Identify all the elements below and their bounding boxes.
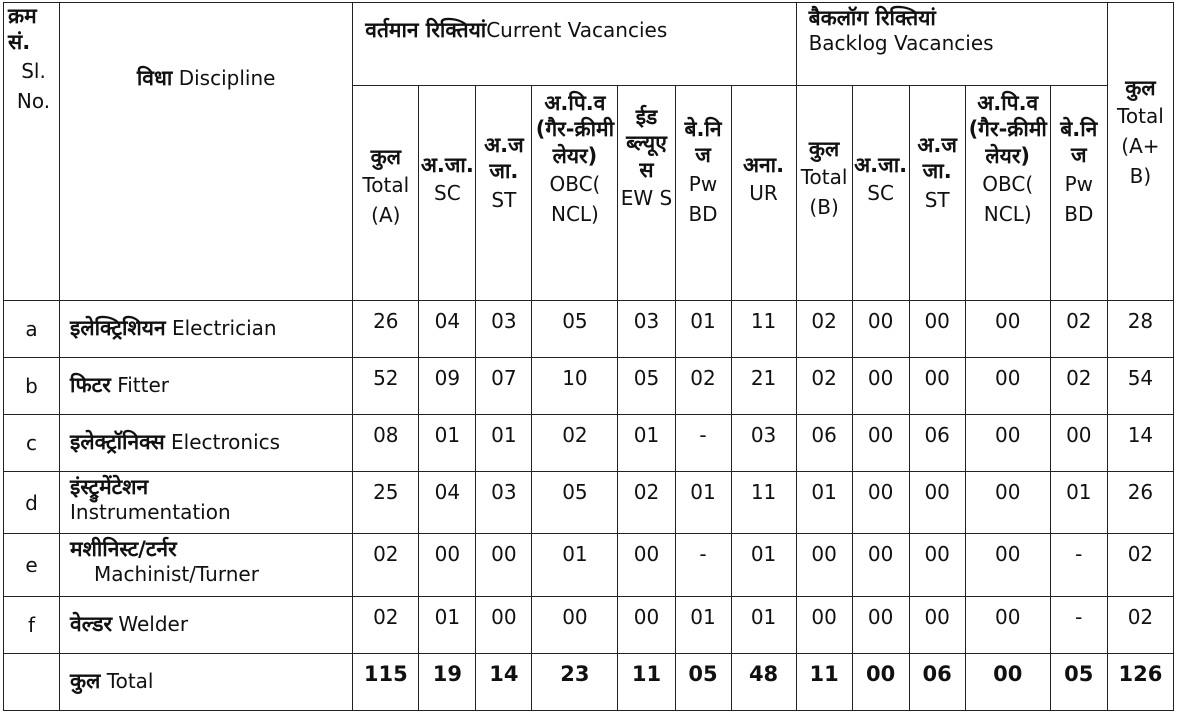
value-cell: 00: [419, 534, 476, 597]
value-cell: 01: [731, 597, 796, 654]
value-cell: 02: [1107, 534, 1173, 597]
value-cell: 01: [532, 534, 618, 597]
value-cell: 02: [353, 534, 419, 597]
table-row: [4, 301, 1174, 358]
value-cell: 03: [618, 301, 675, 358]
sl-no-cell: f: [4, 597, 60, 654]
value-cell: 00: [965, 301, 1050, 358]
table-row: [4, 472, 1174, 534]
discipline-cell: फिटर Fitter: [60, 358, 353, 415]
value-cell: 11: [731, 301, 796, 358]
column-header: बे.नि ज Pw BD: [1050, 86, 1107, 301]
value-cell: 02: [796, 358, 852, 415]
sl-no-cell: b: [4, 358, 60, 415]
value-cell: 04: [419, 301, 476, 358]
column-header: अ.जा. SC: [852, 86, 909, 301]
value-cell: 04: [419, 472, 476, 534]
total-value: 19: [419, 654, 476, 711]
value-cell: 00: [852, 358, 909, 415]
value-cell: 02: [618, 472, 675, 534]
value-cell: 06: [909, 415, 965, 472]
value-cell: 00: [852, 534, 909, 597]
column-header: अना. UR: [731, 86, 796, 301]
value-cell: 03: [476, 472, 532, 534]
value-cell: 00: [532, 597, 618, 654]
value-cell: 00: [1050, 415, 1107, 472]
value-cell: -: [675, 415, 731, 472]
current-vacancies-header: वर्तमान रिक्तियांCurrent Vacancies: [353, 3, 796, 86]
discipline-cell: वेल्डर Welder: [60, 597, 353, 654]
vacancy-table: [3, 2, 1174, 711]
total-value: 126: [1107, 654, 1173, 711]
total-value: 05: [1050, 654, 1107, 711]
table-row: [4, 415, 1174, 472]
total-value: 23: [532, 654, 618, 711]
total-value: 14: [476, 654, 532, 711]
value-cell: 25: [353, 472, 419, 534]
value-cell: 05: [532, 301, 618, 358]
value-cell: 00: [909, 301, 965, 358]
value-cell: 00: [909, 358, 965, 415]
total-sl-cell: [4, 654, 60, 711]
value-cell: 08: [353, 415, 419, 472]
value-cell: 00: [618, 534, 675, 597]
table-row: [4, 597, 1174, 654]
total-label: कुल Total: [60, 654, 353, 711]
value-cell: 00: [965, 472, 1050, 534]
table-row: [4, 534, 1174, 597]
column-header: कुल Total (A): [353, 86, 419, 301]
table-row: [4, 358, 1174, 415]
backlog-vacancies-header: बैकलॉग रिक्तियां Backlog Vacancies: [796, 3, 1107, 86]
value-cell: 54: [1107, 358, 1173, 415]
value-cell: 00: [965, 534, 1050, 597]
grand-total-header: कुल Total (A+ B): [1107, 3, 1173, 301]
value-cell: 00: [852, 415, 909, 472]
value-cell: 03: [476, 301, 532, 358]
value-cell: 02: [796, 301, 852, 358]
value-cell: 11: [731, 472, 796, 534]
discipline-cell: इलेक्ट्रिशियन Electrician: [60, 301, 353, 358]
value-cell: 02: [1050, 301, 1107, 358]
value-cell: 01: [618, 415, 675, 472]
column-header: कुल Total (B): [796, 86, 852, 301]
value-cell: 00: [965, 358, 1050, 415]
value-cell: 14: [1107, 415, 1173, 472]
value-cell: 02: [532, 415, 618, 472]
value-cell: 01: [796, 472, 852, 534]
column-header: ईड ब्ल्यूए स EW S: [618, 86, 675, 301]
value-cell: 52: [353, 358, 419, 415]
column-header: अ.पि.व (गैर-क्रीमी लेयर) OBC( NCL): [532, 86, 618, 301]
total-value: 00: [965, 654, 1050, 711]
value-cell: 03: [731, 415, 796, 472]
value-cell: 00: [909, 597, 965, 654]
value-cell: 10: [532, 358, 618, 415]
value-cell: 28: [1107, 301, 1173, 358]
value-cell: 00: [909, 534, 965, 597]
value-cell: 01: [476, 415, 532, 472]
value-cell: 00: [909, 472, 965, 534]
sl-no-cell: e: [4, 534, 60, 597]
value-cell: -: [1050, 534, 1107, 597]
value-cell: 07: [476, 358, 532, 415]
column-header: अ.ज जा. ST: [909, 86, 965, 301]
discipline-cell: इलेक्ट्रॉनिक्स Electronics: [60, 415, 353, 472]
value-cell: 00: [852, 597, 909, 654]
value-cell: 26: [1107, 472, 1173, 534]
value-cell: -: [1050, 597, 1107, 654]
value-cell: 01: [419, 415, 476, 472]
value-cell: 05: [532, 472, 618, 534]
total-value: 06: [909, 654, 965, 711]
discipline-header: विधा Discipline: [60, 3, 353, 301]
total-value: 115: [353, 654, 419, 711]
sl-no-header: क्रम सं. Sl. No.: [4, 3, 60, 301]
value-cell: 00: [476, 534, 532, 597]
value-cell: 00: [796, 597, 852, 654]
value-cell: 01: [675, 301, 731, 358]
value-cell: 02: [1107, 597, 1173, 654]
value-cell: 01: [675, 472, 731, 534]
value-cell: 09: [419, 358, 476, 415]
value-cell: 26: [353, 301, 419, 358]
total-value: 05: [675, 654, 731, 711]
discipline-cell: इंस्ट्रुमेंटेशन Instrumentation: [60, 472, 353, 534]
value-cell: 01: [1050, 472, 1107, 534]
value-cell: 00: [796, 534, 852, 597]
value-cell: 05: [618, 358, 675, 415]
value-cell: 00: [852, 472, 909, 534]
value-cell: 00: [965, 415, 1050, 472]
value-cell: 01: [731, 534, 796, 597]
value-cell: 00: [852, 301, 909, 358]
value-cell: 02: [353, 597, 419, 654]
sl-no-cell: a: [4, 301, 60, 358]
value-cell: 02: [1050, 358, 1107, 415]
value-cell: 01: [419, 597, 476, 654]
column-header: अ.ज जा. ST: [476, 86, 532, 301]
value-cell: 00: [476, 597, 532, 654]
total-value: 48: [731, 654, 796, 711]
value-cell: -: [675, 534, 731, 597]
value-cell: 00: [618, 597, 675, 654]
sl-no-cell: d: [4, 472, 60, 534]
total-value: 11: [796, 654, 852, 711]
total-row: [4, 654, 1174, 711]
column-header: अ.जा. SC: [419, 86, 476, 301]
column-header: बे.नि ज Pw BD: [675, 86, 731, 301]
value-cell: 00: [965, 597, 1050, 654]
column-header: अ.पि.व (गैर-क्रीमी लेयर) OBC( NCL): [965, 86, 1050, 301]
value-cell: 21: [731, 358, 796, 415]
value-cell: 01: [675, 597, 731, 654]
discipline-cell: मशीनिस्ट/टर्नर Machinist/Turner: [60, 534, 353, 597]
value-cell: 02: [675, 358, 731, 415]
total-value: 11: [618, 654, 675, 711]
value-cell: 06: [796, 415, 852, 472]
total-value: 00: [852, 654, 909, 711]
sl-no-cell: c: [4, 415, 60, 472]
